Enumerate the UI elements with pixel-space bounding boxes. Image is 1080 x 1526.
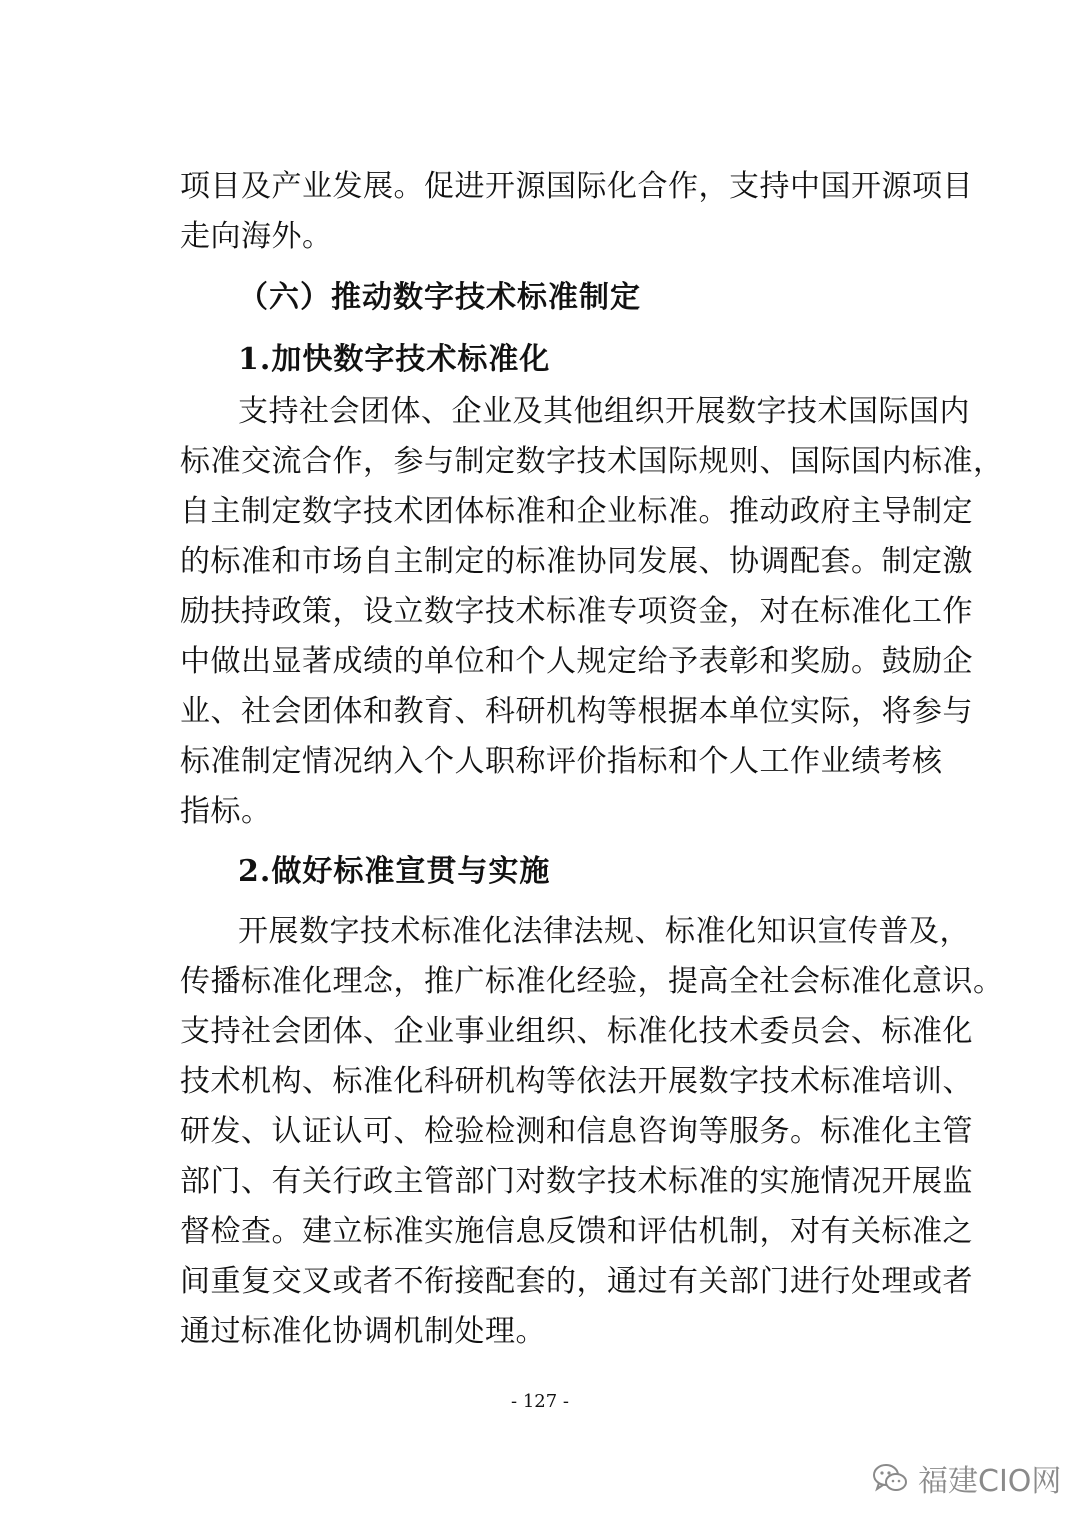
sub1-heading: 1.加快数字技术标准化: [238, 342, 551, 377]
intro-line-2: 走向海外。: [180, 219, 333, 254]
sub1-line-8: 标准制定情况纳入个人职称评价指标和个人工作业绩考核: [180, 744, 943, 779]
sub2-line-5: 研发、认证认可、检验检测和信息咨询等服务。标准化主管: [180, 1114, 973, 1149]
sub2-line-4: 技术机构、标准化科研机构等依法开展数字技术标准培训、: [180, 1064, 973, 1099]
sub1-line-5: 励扶持政策，设立数字技术标准专项资金，对在标准化工作: [180, 594, 973, 629]
watermark: [872, 1458, 1061, 1498]
section-heading: （六）推动数字技术标准制定: [238, 280, 641, 315]
sub2-line-7: 督检查。建立标准实施信息反馈和评估机制，对有关标准之: [180, 1214, 973, 1249]
sub2-line-3: 支持社会团体、企业事业组织、标准化技术委员会、标准化: [180, 1014, 973, 1049]
page-number: - 127 -: [511, 1391, 569, 1412]
sub2-line-1: 开展数字技术标准化法律法规、标准化知识宣传普及，: [238, 914, 970, 949]
watermark-text: 福建CIO网: [918, 1464, 1062, 1499]
sub1-line-4: 的标准和市场自主制定的标准协同发展、协调配套。制定激: [180, 544, 973, 579]
intro-line-1: 项目及产业发展。促进开源国际化合作，支持中国开源项目: [180, 169, 973, 204]
sub2-line-2: 传播标准化理念，推广标准化经验，提高全社会标准化意识。: [180, 964, 1004, 999]
sub1-line-9: 指标。: [180, 794, 272, 829]
sub2-line-8: 间重复交叉或者不衔接配套的，通过有关部门进行处理或者: [180, 1264, 973, 1299]
sub1-line-2: 标准交流合作，参与制定数字技术国际规则、国际国内标准，: [180, 444, 1004, 479]
sub2-line-9: 通过标准化协调机制处理。: [180, 1314, 546, 1349]
sub1-line-3: 自主制定数字技术团体标准和企业标准。推动政府主导制定: [180, 494, 973, 529]
sub1-line-1: 支持社会团体、企业及其他组织开展数字技术国际国内: [238, 394, 970, 429]
sub1-line-6: 中做出显著成绩的单位和个人规定给予表彰和奖励。鼓励企: [180, 644, 973, 679]
sub1-line-7: 业、社会团体和教育、科研机构等根据本单位实际，将参与: [180, 694, 973, 729]
sub2-heading: 2.做好标准宣贯与实施: [238, 854, 551, 889]
wechat-icon: [872, 1462, 908, 1494]
sub2-line-6: 部门、有关行政主管部门对数字技术标准的实施情况开展监: [180, 1164, 973, 1199]
